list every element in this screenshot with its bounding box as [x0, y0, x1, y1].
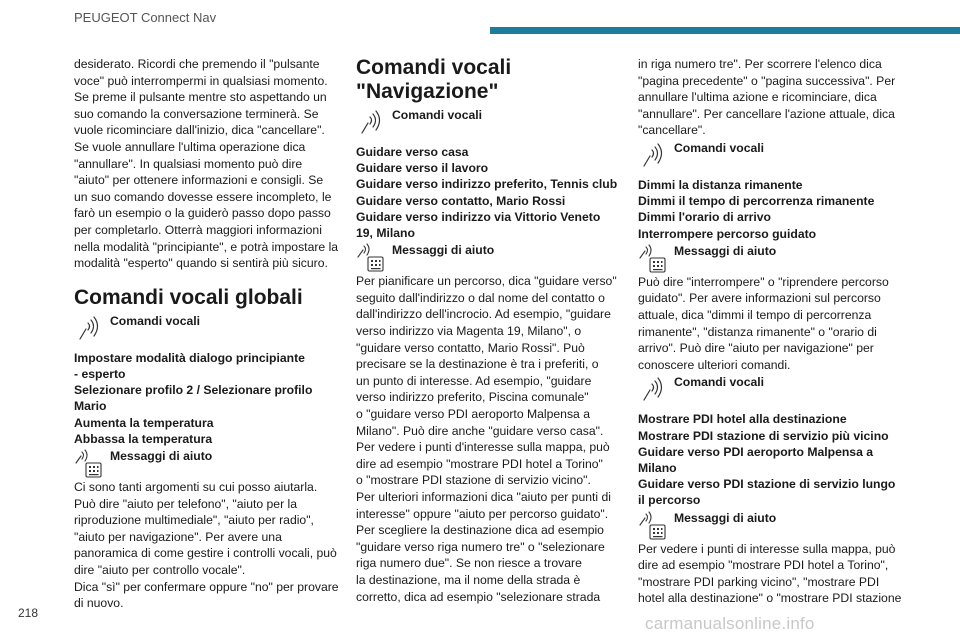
col2-help-text: Per pianificare un percorso, dica "guidare verso" seguito dall'indirizzo o dal nome del contatto o dall'indirizzo dell'incrocio. Ad esempio, "guidare verso indirizzo via Magenta 19, Milano", o "guidare verso contatto, Mario Rossi". Può precisare se la destinazione è tra i preferiti, o un punto di interesse. Ad esempio, "guidare verso indirizzo preferito, Piscina comunale" o "guidare verso PDI aeroporto Malpensa a Milano". Può dire anche "guidare verso casa". Per vedere i punti d'interesse sulla mappa, può dire ad esempio "mostrare PDI hotel a Torino" o "mostrare PDI stazione di servizio vicino". Per ulteriori informazioni dica "aiuto per punti di interesse" oppure "aiuto per percorso guidato". Per scegliere la destinazione dica ad esempio "guidare verso riga numero tre" o "selezionare riga numero due". Se non riesce a trovare la destinazione, ma il nome della strada è corretto, dica ad esempio "selezionare strada [356, 274, 617, 604]
voice-commands-subheading [638, 375, 903, 405]
command-item: Guidare verso contatto, Mario Rossi [356, 193, 566, 208]
voice-wave-icon [356, 108, 392, 138]
col3-help-text-1: Può dire "interrompere" o "riprendere percorso guidato". Per avere informazioni sul percorso attuale, dica "dimmi il tempo di percorrenza rimanente", "distanza rimanente" o "orario di arrivo". Può dire "aiuto per navigazione" per conoscere ulteriori comandi. [638, 274, 889, 372]
watermark: carmanualsonline.info [645, 614, 815, 633]
command-item: Guidare verso PDI stazione di servizio lungo il percorso [638, 477, 896, 508]
command-item: Guidare verso il lavoro [356, 161, 489, 176]
col3-intro-text: in riga numero tre". Per scorrere l'elenco dica "pagina precedente" o "pagina successiva". Per annullare l'ultima azione e ricominciare, dica "annullare". Per cancellare l'azione attuale, dica "cancellare". [638, 57, 896, 138]
global-commands-list [74, 350, 339, 447]
help-messages-label: Messaggi di aiuto [110, 448, 213, 463]
col1-help-text: Ci sono tanti argomenti su cui posso aiutarla. Può dire "aiuto per telefono", "aiuto per la riproduzione multimediale", "aiuto per radio", "aiuto per navigazione". Per avere una panoramica di come gestire i controlli vocali, può dire "aiuto per controllo vocale". Dica "sì" per confermare oppure "no" per provare di nuovo. [74, 479, 339, 611]
command-item: Dimmi la distanza rimanente [638, 177, 803, 192]
help-messages-label: Messaggi di aiuto [392, 243, 495, 258]
command-item: Aumenta la temperatura [74, 415, 214, 430]
help-message-icon [638, 244, 674, 274]
voice-commands-subheading [74, 314, 339, 344]
col3-help-text-2: Per vedere i punti di interesse sulla mappa, può dire ad esempio "mostrare PDI hotel a Torino", "mostrare PDI parking vicino", "mostrare PDI hotel alla destinazione" o "mostrare PDI stazione [638, 541, 902, 606]
command-item: Interrompere percorso guidato [638, 226, 817, 241]
help-message-icon [638, 511, 674, 541]
command-item: Mostrare PDI stazione di servizio più vicino [638, 428, 889, 443]
voice-wave-icon [638, 375, 674, 405]
command-item: Guidare verso PDI aeroporto Malpensa a Milano [638, 444, 874, 475]
voice-commands-subheading [356, 108, 621, 138]
col1-intro-text: desiderato. Ricordi che premendo il "pulsante voce" può interrompermi in qualsiasi momento. Se preme il pulsante mentre sto aspettando un suo comando la conversazione terminerà. Se vuole ricominciare dall'inizio, dica "cancellare". Se vuole annullare l'ultima operazione dica "annullare". In qualsiasi momento può dire "aiuto" per ottenere informazioni e consigli. Se un suo comando dovesse essere incompleto, le farò un esempio o la guiderò passo dopo passo per completarlo. Otterrà maggiori informazioni nella modalità "principiante", e potrà impostare la modalità "esperto" quando si sentirà più sicuro. [74, 57, 339, 271]
voice-wave-icon [638, 141, 674, 171]
help-messages-subheading [638, 244, 903, 274]
column-3 [638, 56, 903, 607]
voice-commands-label: Comandi vocali [674, 375, 765, 390]
voice-commands-label: Comandi vocali [392, 108, 483, 122]
route-info-commands-list [638, 177, 903, 242]
heading-global-voice-commands: Comandi vocali globali [74, 285, 303, 309]
help-messages-label: Messaggi di aiuto [674, 510, 777, 525]
column-2 [356, 56, 621, 605]
navigation-commands-list [356, 144, 621, 241]
voice-commands-label: Comandi vocali [110, 313, 201, 328]
command-item: Selezionare profilo 2 / Selezionare profilo Mario [74, 383, 313, 414]
command-item: Abbassa la temperatura [74, 431, 213, 446]
page-number: 218 [18, 606, 39, 620]
voice-commands-label: Comandi vocali [674, 140, 765, 155]
column-1 [74, 56, 339, 612]
running-header: PEUGEOT Connect Nav [74, 10, 217, 25]
command-item: Guidare verso indirizzo preferito, Tennis club [356, 177, 618, 192]
help-message-icon [356, 243, 392, 273]
command-item: Mostrare PDI hotel alla destinazione [638, 412, 847, 427]
command-item: Dimmi l'orario di arrivo [638, 210, 771, 225]
command-item: Guidare verso casa [356, 145, 469, 159]
voice-commands-subheading [638, 141, 903, 171]
header-accent-bar [490, 27, 960, 34]
help-messages-subheading [74, 449, 339, 479]
help-messages-subheading [638, 511, 903, 541]
heading-navigation-voice-commands: Comandi vocali "Navigazione" [356, 56, 512, 103]
help-messages-subheading [356, 243, 621, 273]
help-messages-label: Messaggi di aiuto [674, 243, 777, 258]
command-item: Guidare verso indirizzo via Vittorio Veneto 19, Milano [356, 209, 601, 241]
poi-commands-list [638, 411, 903, 508]
help-message-icon [74, 449, 110, 479]
command-item: Dimmi il tempo di percorrenza rimanente [638, 194, 875, 209]
command-item: Impostare modalità dialogo principiante - esperto [74, 350, 305, 381]
voice-wave-icon [74, 314, 110, 344]
